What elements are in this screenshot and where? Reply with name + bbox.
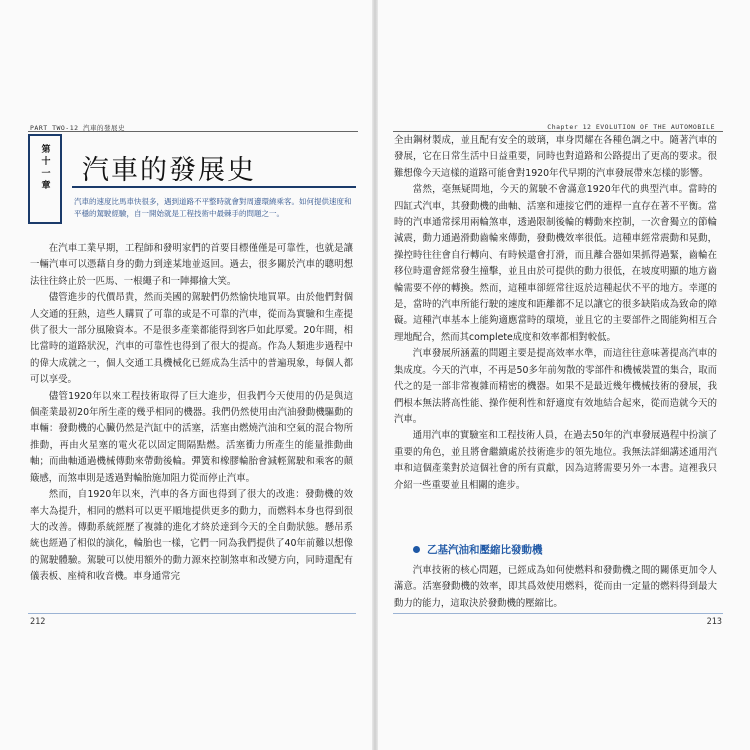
chapter-label: 第十一章 bbox=[39, 144, 50, 192]
section-heading-text: 乙基汽油和壓縮比發動機 bbox=[427, 544, 543, 556]
right-page-number: 213 bbox=[706, 617, 722, 627]
paragraph: 然而，自1920年以來，汽車的各方面也得到了很大的改進：發動機的效率大為提升，相同的燃料可以更平順地提供更多的動力，而燃料本身也得到很大的改善。傳動系統經歷了複雜的進化才終於達到今天的全自動狀態。懸吊系統也經過了相似的演化，輪胎也一樣，它們一同為我們提供了40年前難以想像的駕駛體驗。駕駛可以使用額外的動力源來控制煞車和改變方向，同時還配有儀表板、座椅和收音機。車身通常完 bbox=[30, 489, 353, 583]
right-header-rule bbox=[393, 131, 723, 132]
left-body-text bbox=[30, 241, 353, 586]
bullet-dot-icon bbox=[413, 546, 420, 553]
paragraph: 全由鋼材製成，並且配有安全的玻璃，車身閃耀在各種色調之中。隨著汽車的發展，它在日常生活中日益重要，同時也對道路和公路提出了更高的要求。很難想像今天這樣的道路可能會對1920年代早期的汽車發展帶來怎樣的影響。 bbox=[394, 135, 717, 179]
paragraph: 當然，毫無疑問地，今天的駕駛不會滿意1920年代的典型汽車。當時的四缸式汽車，其發動機的曲軸、活塞和連接它們的連桿一直存在著不平衡。當時的汽車通常採用兩輪煞車，透過限制後輪的轉動來控制，一次會獨立的節輪減震，動力通過滑動齒輪來傳動，發動機效率很低。這種車經常震動和晃動，操控時往往會自行轉向、有時候還會打滑，而且離合器如果抓得過緊，齒輪在移位時還會經常發生撞擊，並且由於可提供的動力很低，在坡度明顯的地方齒輪需要不停的轉換。然而，這種車卻經常往返於這種起伏不平的地方。幸運的是，當時的汽車所能行駛的速度和距離都不足以讓它的很多缺陷成為致命的障礙。這種汽車基本上能夠適應當時的環境，並且它的主要部件之間能夠相互合理地配合，然而其complete成度和效率都相對較低。 bbox=[394, 184, 717, 343]
paragraph: 通用汽車的實驗室和工程技術人員，在過去50年的汽車發展過程中扮演了重要的角色，並且將會繼續處於技術進步的領先地位。我無法詳細講述通用汽車和這個產業對於這個社會的所有貢獻，因為這將需要另外一本書。這裡我只介紹一些重要並且相關的進步。 bbox=[394, 430, 717, 491]
left-running-header: PART TWO-12 汽車的發展史 bbox=[30, 124, 125, 132]
paragraph: 儘管1920年以來工程技術取得了巨大進步，但我們今天使用的仍是與這個產業最初20年所生產的幾乎相同的機器。我們仍然使用由汽油發動機驅動的車輛：發動機的心臟仍然是汽缸中的活塞，活塞由燃燒汽油和空氣的混合物所推動，再由火星塞的電火花以固定間隔點燃。活塞衝力所產生的能量推動曲軸；而曲軸通過機械傳動來帶動後輪。彈簧和橡膠輪胎會減輕駕駛和乘客的顛簸感，而煞車則是透過對輪胎施加阻力從而停止汽車。 bbox=[30, 390, 353, 484]
right-footer-rule bbox=[393, 613, 723, 614]
left-header-rule bbox=[28, 131, 358, 132]
chapter-label-box bbox=[28, 134, 62, 224]
book-gutter bbox=[372, 0, 378, 750]
right-body-text bbox=[394, 133, 717, 494]
chapter-intro: 汽車的速度比馬車快很多，遇到道路不平整時就會對周邊環繞乘客。如何提供速度和平穩的駕駛經驗，自一開始就是工程技術中最棘手的問題之一。 bbox=[74, 197, 352, 218]
title-rule bbox=[72, 186, 356, 188]
section-heading bbox=[413, 542, 543, 557]
paragraph: 汽車技術的核心問題，已經成為如何使燃料和發動機之間的關係更加令人滿意。活塞發動機的效率，即其爲效使用燃料，從而由一定量的燃料得到最大動力的能力，這取決於發動機的壓縮比。 bbox=[394, 565, 717, 609]
left-page-number: 212 bbox=[30, 617, 46, 627]
chapter-title: 汽車的發展史 bbox=[82, 155, 256, 186]
paragraph: 儘管進步的代價昂貴，然而美國的駕駛們仍然愉快地買單。由於他們對個人交通的狂熱，這些人購買了可靠的或是不可靠的汽車，從而為實驗和生產提供了很大一部分風險資本。不是很多產業都能得到客戶如此厚愛。20年間，相比當時的道路狀況，汽車的可靠性也得到了很大的提高。作為人類進步過程中的偉大成就之一，個人交通工具機械化已經成為生活中的普遍現象，每個人都可以享受。 bbox=[30, 292, 353, 386]
paragraph: 汽車發展所涵蓋的問題主要是提高效率水準，而這往往意味著提高汽車的集成度。今天的汽車，不再是50多年前匆散的零部件和機械裝置的集合，取而代之的是一部非常複雜而精密的機器。如果不是最近幾年機械技術的發展，我們根本無法將高性能、操作便利性和舒適度有效地結合起來，從而造就今天的汽車。 bbox=[394, 348, 717, 425]
left-footer-rule bbox=[28, 613, 356, 614]
section-body-text bbox=[394, 563, 717, 612]
paragraph: 在汽車工業早期，工程師和發明家們的首要目標僅僅是可靠性，也就是讓一輛汽車可以憑藉自身的動力到達某地並返回。過去，很多關於汽車的聰明想法往往終止於一匹馬、一根繩子和一陣揶揄大笑。 bbox=[30, 243, 353, 287]
right-running-header: Chapter 12 EVOLUTION OF THE AUTOMOBILE bbox=[547, 123, 715, 131]
